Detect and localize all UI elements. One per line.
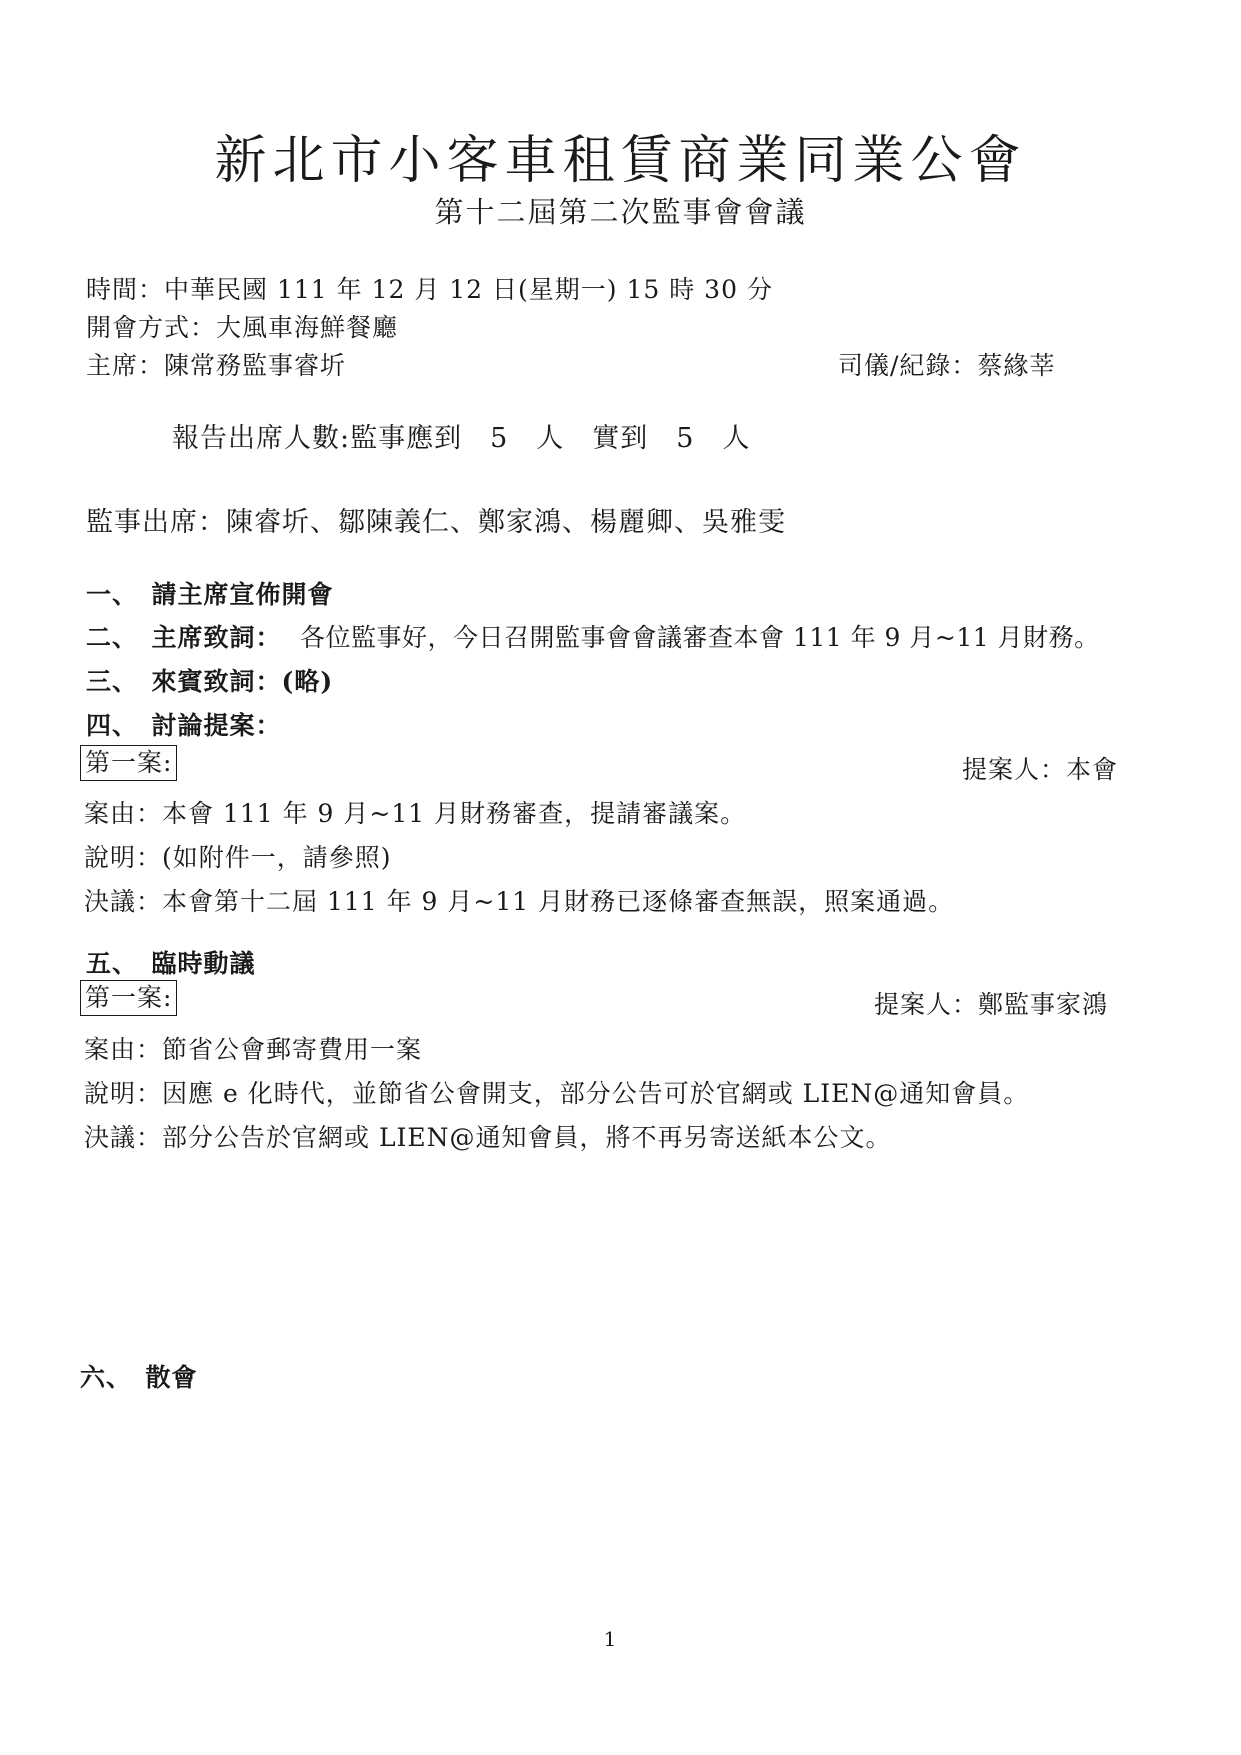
motion-case-resolution: 決議：部分公告於官網或 LIEN@通知會員，將不再另寄送紙本公文。 [84,1123,892,1152]
discussion-case-resolution: 決議：本會第十二屆 111 年 9 月~11 月財務已逐條審查無誤，照案通過。 [84,887,955,916]
agenda-item-3: 三、 來賓致詞：(略) [86,667,334,696]
meeting-chair: 主席：陳常務監事睿圻 [86,351,347,380]
discussion-case-reason: 案由：本會 111 年 9 月~11 月財務審查，提請審議案。 [84,799,747,828]
agenda-item-2-text: 各位監事好，今日召開監事會會議審查本會 111 年 9 月~11 月財務。 [300,623,1100,652]
attendance-report: 報告出席人數:監事應到 5 人 實到 5 人 [172,423,751,454]
meeting-venue: 開會方式：大風車海鮮餐廳 [86,313,399,342]
discussion-case-proposer: 提案人：本會 [962,755,1119,784]
discussion-case-label: 第一案: [80,745,177,781]
discussion-case-explanation: 說明：(如附件一，請參照) [84,843,392,872]
meeting-time: 時間：中華民國 111 年 12 月 12 日(星期一) 15 時 30 分 [86,275,773,304]
motion-case-explanation: 說明：因應 e 化時代，並節省公會開支，部分公告可於官網或 LIEN@通知會員。 [84,1079,1030,1108]
agenda-item-1: 一、 請主席宣佈開會 [86,580,334,609]
agenda-item-2-heading: 二、 主席致詞： [86,623,282,652]
motion-case-label: 第一案: [80,980,177,1016]
meeting-recorder: 司儀/紀錄：蔡緣莘 [838,351,1056,380]
motion-case-reason: 案由：節省公會郵寄費用一案 [84,1035,423,1064]
motion-case-proposer: 提案人：鄭監事家鴻 [874,990,1109,1019]
agenda-item-5: 五、 臨時動議 [86,949,256,978]
agenda-item-6: 六、 散會 [80,1363,198,1392]
page-number: 1 [603,1627,617,1651]
document-title: 新北市小客車租賃商業同業公會 [214,131,1027,191]
supervisors-present: 監事出席：陳睿圻、鄒陳義仁、鄭家鴻、楊麗卿、吳雅雯 [86,507,786,538]
agenda-item-4: 四、 討論提案： [86,711,282,740]
meeting-subtitle: 第十二屆第二次監事會會議 [434,195,807,229]
